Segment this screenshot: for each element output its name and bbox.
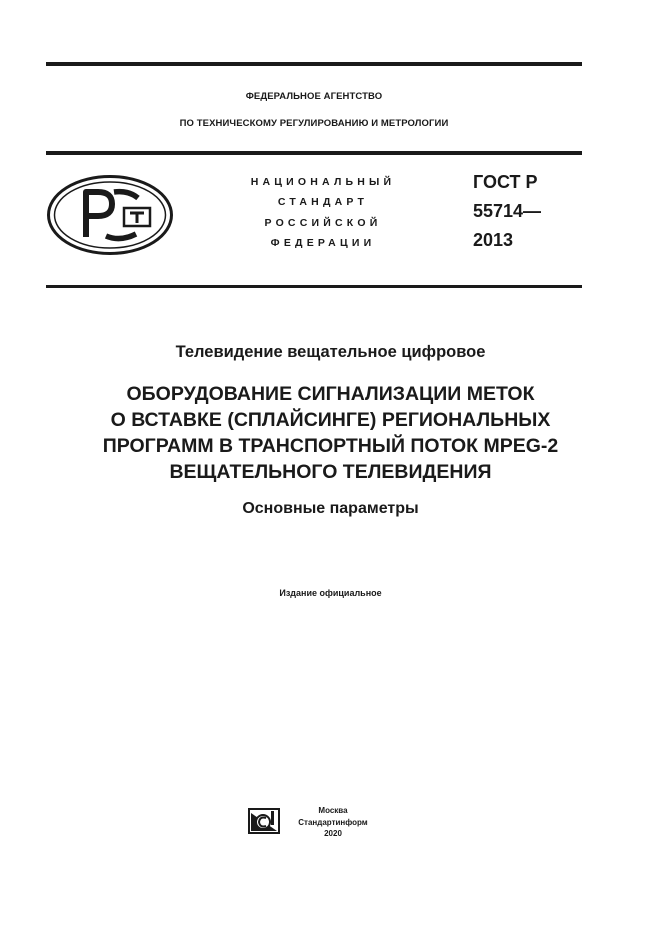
publisher-year: 2020 bbox=[324, 829, 342, 838]
publisher-block bbox=[287, 805, 379, 840]
standard-type-block bbox=[228, 172, 418, 253]
top-rule bbox=[46, 62, 582, 66]
standard-type-line-4: ФЕДЕРАЦИИ bbox=[270, 236, 376, 249]
header-rule bbox=[46, 151, 582, 155]
document-title bbox=[0, 381, 661, 485]
designation-line-1: ГОСТ Р bbox=[473, 172, 538, 192]
title-line: ПРОГРАММ В ТРАНСПОРТНЫЙ ПОТОК MPEG-2 bbox=[102, 435, 559, 457]
designation-line-2: 55714— bbox=[473, 201, 542, 221]
standartinform-logo-icon bbox=[248, 807, 282, 835]
section-rule bbox=[46, 285, 582, 288]
publisher-name: Стандартинформ bbox=[298, 817, 368, 827]
title-line: ОБОРУДОВАНИЕ СИГНАЛИЗАЦИИ МЕТОК bbox=[126, 383, 535, 405]
title-line: ВЕЩАТЕЛЬНОГО ТЕЛЕВИДЕНИЯ bbox=[169, 461, 492, 483]
document-subtitle: Телевидение вещательное цифровое bbox=[175, 343, 486, 361]
agency-line-1: ФЕДЕРАЛЬНОЕ АГЕНТСТВО bbox=[245, 91, 383, 102]
gost-r-logo-icon bbox=[46, 174, 174, 256]
standard-type-line-3: РОССИЙСКОЙ bbox=[264, 216, 382, 229]
agency-line-2: ПО ТЕХНИЧЕСКОМУ РЕГУЛИРОВАНИЮ И МЕТРОЛОГИИ bbox=[179, 118, 449, 129]
designation-line-3: 2013 bbox=[473, 230, 514, 250]
title-line: О ВСТАВКЕ (СПЛАЙСИНГЕ) РЕГИОНАЛЬНЫХ bbox=[110, 409, 551, 431]
standard-type-line-1: НАЦИОНАЛЬНЫЙ bbox=[250, 176, 396, 188]
standard-type-line-2: СТАНДАРТ bbox=[277, 196, 369, 209]
edition-note: Издание официальное bbox=[279, 588, 382, 598]
document-params: Основные параметры bbox=[242, 500, 419, 517]
standard-designation bbox=[473, 168, 541, 255]
publisher-city: Москва bbox=[318, 806, 348, 815]
